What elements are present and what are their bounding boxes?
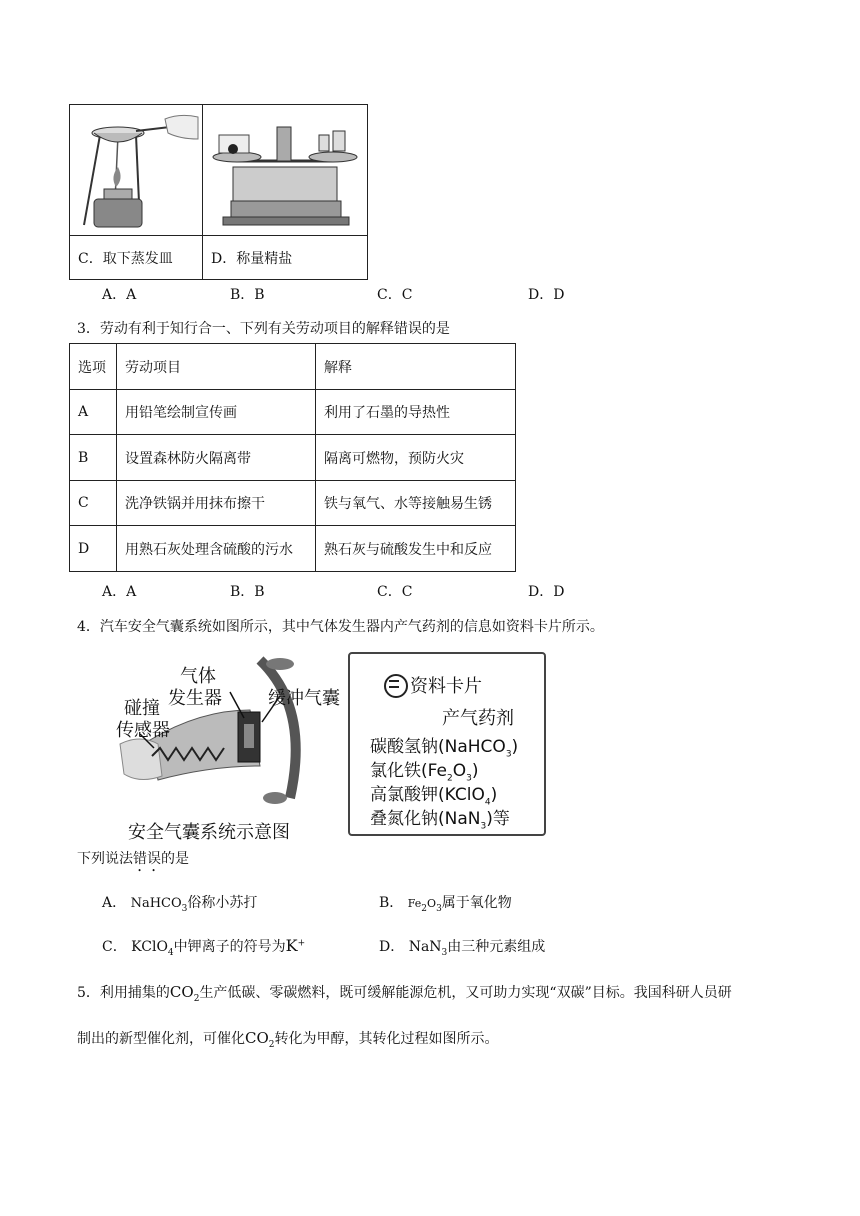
option-text: 中钾离子的符号为 xyxy=(173,939,286,955)
option-text: 属于氧化物 xyxy=(441,895,512,911)
q4-option-a[interactable] xyxy=(102,892,257,914)
q5-subscript: 2 xyxy=(193,993,200,1004)
q4-prompt-post: 的是 xyxy=(161,851,189,867)
card-item-name: 氯化铁 xyxy=(370,761,421,781)
option-letter: B． xyxy=(379,895,404,911)
card-item-subscript: 3 xyxy=(466,773,472,784)
card-document-icon xyxy=(384,674,408,698)
option-formula: O xyxy=(427,897,437,910)
q4-stem: 4．汽车安全气囊系统如图所示，其中气体发生器内产气药剂的信息如资料卡片所示。 xyxy=(77,619,604,635)
q5-text: 5．利用捕集的 xyxy=(77,985,170,1001)
q3-option-b[interactable]: B．B xyxy=(230,584,265,600)
card-subtitle: 产气药剂 xyxy=(442,708,514,729)
q5-text: 转化为甲醇，其转化过程如图所示。 xyxy=(274,1031,499,1047)
q3-cell: 隔离可燃物，预防火灾 xyxy=(316,435,516,481)
card-item-name: 叠氮化钠 xyxy=(370,809,438,829)
option-letter: C． xyxy=(102,939,127,955)
card-item-formula: KClO xyxy=(444,785,485,805)
q2-caption-d: D．称量精盐 xyxy=(203,236,368,280)
card-item: 碳酸氢钠(NaHCO$_3$) xyxy=(370,737,519,760)
q3-cell: 设置森林防火隔离带 xyxy=(117,435,316,481)
card-item-subscript: 4 xyxy=(484,797,491,808)
option-formula: Fe xyxy=(407,897,422,910)
option-letter: A． xyxy=(102,895,127,911)
data-card xyxy=(348,652,546,836)
q5-formula: CO xyxy=(245,1029,269,1047)
figure-caption: 安全气囊系统示意图 xyxy=(128,822,290,843)
q5-text: 生产低碳、零碳燃料，既可缓解能源危机，又可助力实现“双碳”目标。我国科研人员研 xyxy=(199,985,732,1001)
q5-line-2 xyxy=(77,1028,499,1050)
q5-text: 制出的新型催化剂，可催化 xyxy=(77,1031,245,1047)
balance-scale-illustration xyxy=(203,105,367,231)
card-item-subscript: 3 xyxy=(480,821,487,832)
q3-cell: D xyxy=(70,526,117,572)
option-charge: + xyxy=(297,938,306,949)
q3-cell: 用铅笔绘制宣传画 xyxy=(117,390,316,435)
q5-subscript: 2 xyxy=(268,1039,275,1050)
q5-line-1 xyxy=(77,982,732,1004)
q2-image-cell-c xyxy=(70,105,203,236)
q3-table xyxy=(69,343,516,572)
option-formula: NaN xyxy=(408,939,442,955)
q3-cell: 铁与氧气、水等接触易生锈 xyxy=(316,481,516,526)
q3-cell: B xyxy=(70,435,117,481)
q3-cell: 用熟石灰处理含硫酸的污水 xyxy=(117,526,316,572)
card-item-formula: O xyxy=(452,761,467,781)
card-item: 氯化铁$(Fe_2O_3)$ xyxy=(370,761,479,784)
q4-prompt xyxy=(77,848,189,875)
q3-cell: A xyxy=(70,390,117,435)
option-subscript: 3 xyxy=(181,903,188,914)
q4-option-b[interactable] xyxy=(379,892,512,914)
q4-option-c[interactable] xyxy=(102,936,305,958)
q4-prompt-pre: 下列说法 xyxy=(77,851,133,867)
card-item-suffix: 等 xyxy=(492,809,510,829)
q2-option-d[interactable]: D．D xyxy=(528,287,565,303)
q3-header-option: 选项 xyxy=(70,344,117,390)
card-item-name: 碳酸氢钠 xyxy=(370,737,438,757)
card-item-name: 高氯酸钾 xyxy=(370,785,438,805)
q2-option-b[interactable]: B．B xyxy=(230,287,265,303)
q4-option-d[interactable] xyxy=(379,936,545,958)
sensor-label-1: 碰撞 xyxy=(124,698,160,719)
card-title: 资料卡片 xyxy=(410,676,482,697)
q3-option-a[interactable]: A．A xyxy=(102,584,137,600)
option-subscript: 2 xyxy=(421,903,428,914)
card-item-subscript: 3 xyxy=(505,749,512,760)
table-row xyxy=(70,481,516,526)
q3-option-c[interactable]: C．C xyxy=(377,584,413,600)
q3-header-explanation: 解释 xyxy=(316,344,516,390)
option-text: 俗称小苏打 xyxy=(187,895,258,911)
gas-generator-label-2: 发生器 xyxy=(168,688,222,709)
table-row xyxy=(70,435,516,481)
card-item: 叠氮化钠(NaN$_3$)等 xyxy=(370,809,510,832)
sensor-label-2: 传感器 xyxy=(116,720,170,741)
card-item-formula: NaHCO xyxy=(444,737,506,757)
card-item-subscript: 2 xyxy=(446,773,453,784)
option-subscript: 4 xyxy=(167,947,174,958)
gas-generator-label-1: 气体 xyxy=(180,666,216,687)
q3-header-item: 劳动项目 xyxy=(117,344,316,390)
q3-cell: 洗净铁锅并用抹布擦干 xyxy=(117,481,316,526)
evaporating-dish-illustration xyxy=(70,105,202,231)
q2-image-cell-d xyxy=(203,105,368,236)
q3-cell: C xyxy=(70,481,117,526)
q5-formula: CO xyxy=(169,983,194,1001)
option-letter: D． xyxy=(379,939,405,955)
airbag-label: 缓冲气囊 xyxy=(268,688,340,709)
table-row xyxy=(70,390,516,435)
card-item: 高氯酸钾(KClO$_4$) xyxy=(370,785,498,808)
q2-image-table xyxy=(69,104,368,280)
option-subscript: 3 xyxy=(436,903,442,914)
table-row xyxy=(70,526,516,572)
q4-prompt-emphasis: 错误 xyxy=(133,851,161,867)
q2-caption-c: C．取下蒸发皿 xyxy=(70,236,203,280)
q3-stem: 3．劳动有利于知行合一、下列有关劳动项目的解释错误的是 xyxy=(77,321,450,337)
airbag-system-figure xyxy=(80,648,348,844)
q3-cell: 熟石灰与硫酸发生中和反应 xyxy=(316,526,516,572)
card-item-formula: NaN xyxy=(444,809,481,829)
q2-option-c[interactable]: C．C xyxy=(377,287,413,303)
option-ion: K xyxy=(285,936,298,955)
option-formula: NaHCO xyxy=(130,896,182,911)
option-formula: KClO xyxy=(131,939,168,955)
q2-option-a[interactable]: A．A xyxy=(102,287,137,303)
q3-cell: 利用了石墨的导热性 xyxy=(316,390,516,435)
card-item-formula: Fe xyxy=(427,761,447,781)
q3-option-d[interactable]: D．D xyxy=(528,584,565,600)
option-subscript: 3 xyxy=(441,947,448,958)
option-text: 由三种元素组成 xyxy=(447,939,546,955)
